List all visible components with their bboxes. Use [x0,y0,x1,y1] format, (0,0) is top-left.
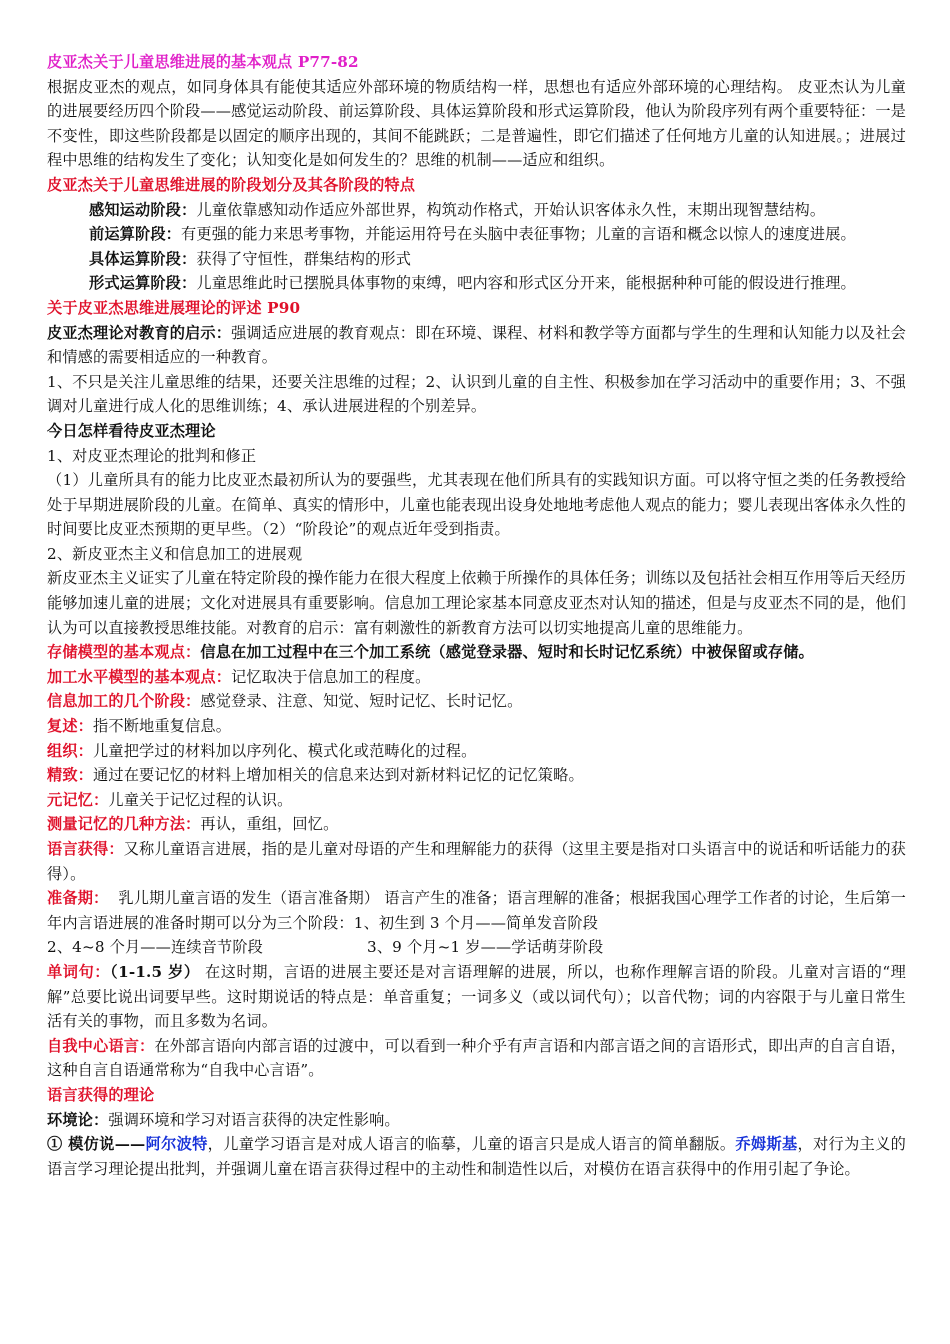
subheading-critique: 1、对皮亚杰理论的批判和修正 [47,446,257,465]
def-storage-model: 存储模型的基本观点：信息在加工过程中在三个加工系统（感觉登录器、短时和长时记忆系统）中被保留或存储。 [47,643,814,662]
def-preparation-period: 准备期： 乳儿期儿童言语的发生（语言准备期） 语言产生的准备；语言理解的准备；根据我国心理学工作者的讨论，生后第一年内言语进展的准备时期可以分为三个阶段：1、初生到 3 个月——简单发音阶段 [47,889,906,932]
def-elaboration: 精致：通过在要记忆的材料上增加相关的信息来达到对新材料记忆的记忆策略。 [47,766,584,785]
paragraph-education-points: 1、不只是关注儿童思维的结果，还要关注思维的过程；2、认识到儿童的自主性、积极参加在学习活动中的重要作用；3、不强调对儿童进行成人化的思维训练；4、承认进展进程的个别差异。 [47,372,906,416]
heading-piaget-stages: 皮亚杰关于儿童思维进展的阶段划分及其各阶段的特点 [47,175,416,194]
stage-preoperational: 前运算阶段：有更强的能力来思考事物，并能运用符号在头脑中表征事物；儿童的言语和概念以惊人的速度进展。 [89,225,856,244]
stage-concrete-operational: 具体运算阶段：获得了守恒性，群集结构的形式 [89,249,412,268]
stage-formal-operational: 形式运算阶段：儿童思维此时已摆脱具体事物的束缚，吧内容和形式区分开来，能根据种种可能的假设进行推理。 [89,274,856,293]
def-processing-stages: 信息加工的几个阶段：感觉登录、注意、知觉、短时记忆、长时记忆。 [47,692,523,711]
def-rehearsal: 复述：指不断地重复信息。 [47,717,232,736]
heading-piaget-today: 今日怎样看待皮亚杰理论 [47,421,216,440]
paragraph-education-implications: 皮亚杰理论对教育的启示：强调适应进展的教育观点：即在环境、课程、材料和教学等方面都与学生的生理和认知能力以及社会和情感的需要相适应的一种教育。 [47,323,906,367]
def-metamemory: 元记忆：儿童关于记忆过程的认识。 [47,790,293,809]
heading-piaget-basic-views: 皮亚杰关于儿童思维进展的基本观点 P77-82 [47,53,359,71]
def-organization: 组织：儿童把学过的材料加以序列化、模式化或范畴化的过程。 [47,741,477,760]
def-single-word-sentence: 单词句：（1-1.5 岁） 在这时期，言语的进展主要还是对言语理解的进展，所以，也称作理解言语的阶段。儿童对言语的“理解”总要比说出词要早些。这时期说话的特点是：单音重复；一词多义（或以词代句）；以音代物；词的内容限于与儿童日常生活有关的事物，而且多数为名词。 [47,962,906,1031]
paragraph-critique: （1）儿童所具有的能力比皮亚杰最初所认为的要强些，尤其表现在他们所具有的实践知识方面。可以将守恒之类的任务教授给处于早期进展阶段的儿童。在简单、真实的情形中，儿童也能表现出设身处地地考虑他人观点的能力；婴儿表现出客体永久性的时间要比皮亚杰预期的更早些。（2）“阶段论”的观点近年受到指责。 [47,471,906,539]
paragraph-neo-piagetian: 新皮亚杰主义证实了儿童在特定阶段的操作能力在很大程度上依赖于所操作的具体任务；训练以及包括社会相互作用等后天经历能够加速儿童的进展；文化对进展具有重要影响。信息加工理论家基本同意皮亚杰对认知的描述，但是与皮亚杰不同的是，他们认为可以直接教授思维技能。对教育的启示：富有刺激性的新教育方法可以切实地提高儿童的思维能力。 [47,569,906,637]
preparation-stages-line: 2、4~8 个月——连续音节阶段 3、9 个月~1 岁——学话萌芽阶段 [47,938,604,957]
def-language-acquisition: 语言获得：又称儿童语言进展，指的是儿童对母语的产生和理解能力的获得（这里主要是指对口头语言中的说话和听话能力的获得）。 [47,840,907,883]
subheading-neo-piagetian: 2、新皮亚杰主义和信息加工的进展观 [47,544,303,563]
heading-piaget-review: 关于皮亚杰思维进展理论的评述 P90 [47,298,301,317]
def-environment-theory: 环境论：强调环境和学习对语言获得的决定性影响。 [47,1110,400,1129]
heading-language-theories: 语言获得的理论 [47,1085,155,1104]
def-levels-of-processing: 加工水平模型的基本观点：记忆取决于信息加工的程度。 [47,667,431,686]
paragraph-piaget-intro: 根据皮亚杰的观点，如同身体具有能使其适应外部环境的物质结构一样，思想也有适应外部环境的心理结构。 皮亚杰认为儿童的进展要经历四个阶段——感觉运动阶段、前运算阶段、具体运算阶段和形式运算阶段，他认为阶段序列有两个重要特征：一是不变性，即这些阶段都是以固定的顺序出现的，其间不能跳跃；二是普遍性，即它们描述了任何地方儿童的认知进展。；进展过程中思维的结构发生了变化；认知变化是如何发生的？思维的机制——适应和组织。 [47,77,906,170]
def-memory-measures: 测量记忆的几种方法：再认，重组，回忆。 [47,815,339,834]
stage-sensorimotor: 感知运动阶段：儿童依靠感知动作适应外部世界，构筑动作格式，开始认识客体永久性，末期出现智慧结构。 [89,200,826,219]
def-egocentric-speech: 自我中心语言：在外部言语向内部言语的过渡中，可以看到一种介乎有声言语和内部言语之间的言语形式，即出声的自言自语，这种自言自语通常称为“自我中心言语”。 [47,1036,906,1080]
def-imitation-theory: ① 模仿说——阿尔波特，儿童学习语言是对成人语言的临摹，儿童的语言只是成人语言的简单翻版。乔姆斯基，对行为主义的语言学习理论提出批判，并强调儿童在语言获得过程中的主动性和制造性以后，对模仿在语言获得中的作用引起了争论。 [47,1135,906,1178]
